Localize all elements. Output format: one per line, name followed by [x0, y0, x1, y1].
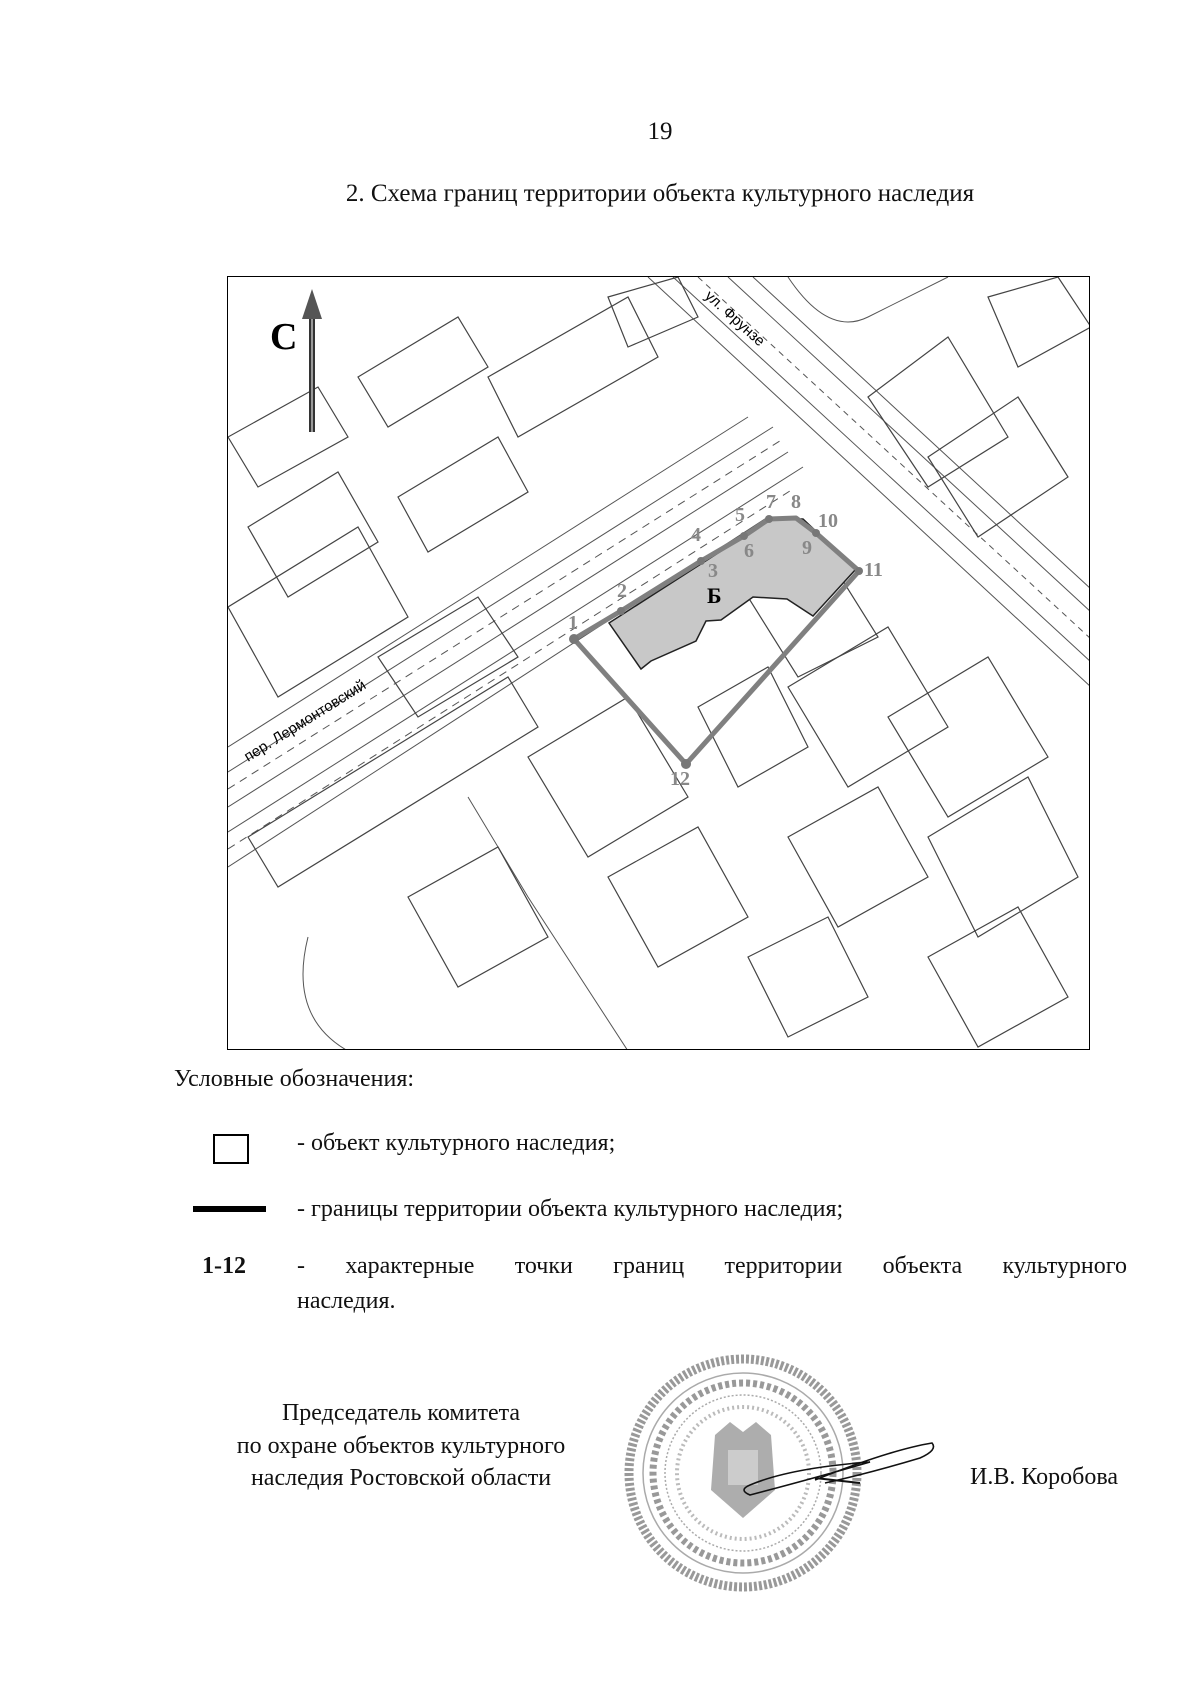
- signer-position-line: Председатель комитета: [281, 1400, 521, 1426]
- legend-heading: Условные обозначения:: [174, 1066, 415, 1092]
- legend-item-object: - объект культурного наследия;: [297, 1130, 616, 1156]
- map-drawing: [228, 277, 1090, 1050]
- point-label: 9: [802, 537, 812, 559]
- boundary-map: [227, 276, 1090, 1050]
- point-label: 1: [568, 612, 578, 634]
- official-stamp: [620, 1340, 960, 1625]
- signer-position-line: по охране объектов культурного: [236, 1433, 566, 1459]
- point-label: 5: [735, 504, 745, 526]
- point-label: 4: [691, 524, 701, 546]
- object-label: Б: [707, 583, 722, 608]
- legend-item-boundary: - границы территории объекта культурного наследия;: [297, 1196, 844, 1222]
- signer-name: И.В. Коробова: [970, 1464, 1119, 1490]
- street-label-lermontovsky: пер. Лермонтовский: [241, 676, 370, 766]
- page-number: 19: [647, 118, 673, 145]
- page-title: 2. Схема границ территории объекта культурного наследия: [345, 180, 975, 207]
- signer-position-line: наследия Ростовской области: [250, 1465, 552, 1491]
- point-label: 10: [818, 510, 838, 532]
- north-arrow-icon: [302, 289, 322, 432]
- point-label: 7: [766, 491, 776, 513]
- street-label-frunze: ул. Фрунзе: [701, 287, 769, 350]
- legend-item-points-cont: наследия.: [297, 1288, 396, 1314]
- point-label: 6: [744, 540, 754, 562]
- point-label: 3: [708, 560, 718, 582]
- legend-points-symbol: 1-12: [202, 1253, 246, 1279]
- legend-line-symbol: [193, 1206, 266, 1212]
- point-label: 8: [791, 491, 801, 513]
- point-label: 2: [617, 580, 627, 602]
- north-label: С: [270, 316, 298, 358]
- legend-item-points: - характерные точки границ территории объекта культурного: [297, 1253, 1127, 1279]
- map-background-lines: [228, 277, 1090, 1050]
- point-label: 11: [864, 559, 883, 581]
- legend-square-symbol: [213, 1134, 249, 1164]
- map-buildings: [228, 277, 1090, 1047]
- point-label: 12: [670, 768, 690, 790]
